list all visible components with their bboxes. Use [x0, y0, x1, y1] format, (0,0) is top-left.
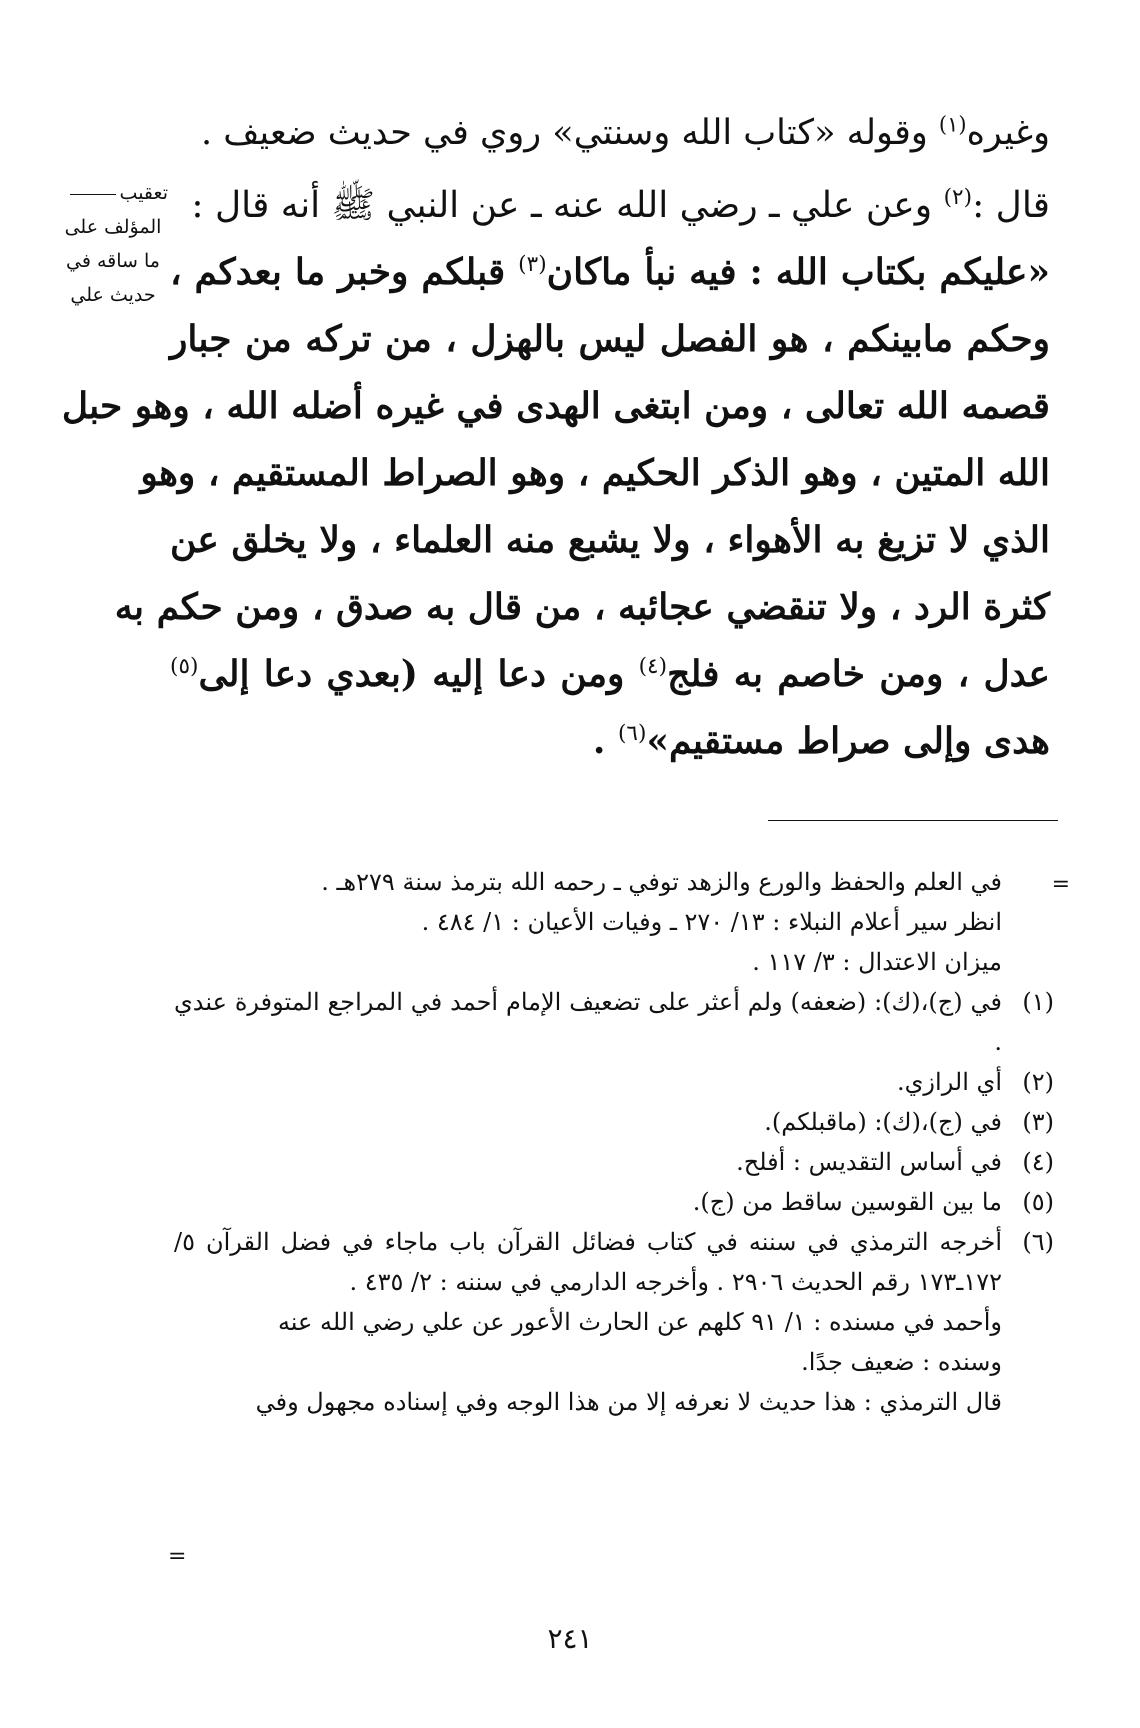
intro-rest: وقوله «كتاب الله وسنتي» روي في حديث ضعيف . [200, 113, 939, 153]
hadith-line-7: الذي لا تزيغ به الأهواء ، ولا يشبع منه العلماء ، ولا يخلق عن [170, 519, 1050, 561]
footnote-item: (٥) ما بين القوسين ساقط من (ج). [692, 1188, 1054, 1216]
intro-text: وغيره [966, 113, 1050, 153]
footnote-ref-4: (٤) [638, 654, 668, 679]
intro-line [150, 100, 1050, 166]
footnote-cont-line: في العلم والحفظ والورع والزهد توفي ـ رحمه الله بترمذ سنة ٢٧٩هـ . [321, 868, 1002, 896]
footnote-tail-line: قال الترمذي : هذا حديث لا نعرفه إلا من هذا الوجه وفي إسناده مجهول وفي [255, 1388, 1002, 1416]
footnote-ref-1: (١) [938, 112, 967, 137]
footnote-item: (٣) في (ج)،(ك): (ماقبلكم). [764, 1108, 1054, 1136]
footnote-tail-line: وسنده : ضعيف جدًا. [801, 1348, 1002, 1376]
footnote-ref-5: (٥) [170, 654, 199, 679]
footnote-item: (٤) في أساس التقديس : أفلح. [736, 1148, 1054, 1176]
hadith-line-5: قصمه الله تعالى ، ومن ابتغى الهدى في غيره أضله الله ، وهو حبل [61, 385, 1050, 427]
page-number: ٢٤١ [547, 1622, 593, 1655]
hadith-line-8: كثرة الرد ، ولا تنقضي عجائبه ، من قال به صدق ، ومن حكم به [114, 586, 1050, 628]
footnote-ref-6: (٦) [617, 721, 647, 746]
footnote-item: (٢) أي الرازي. [897, 1068, 1054, 1096]
hadith-line-3: «عليكم بكتاب الله : فيه نبأ ماكان$^{(٣)}$ قبلكم وخبر ما بعدكم ، [170, 251, 1050, 293]
margin-note-line: حديث علي [70, 284, 156, 306]
margin-rule [70, 194, 116, 195]
hadith-line-10: هدى وإلى صراط مستقيم»$^{(٦)}$ . [592, 720, 1050, 762]
footnote-ref-2: (٢) [943, 185, 973, 210]
footnotes [174, 862, 1054, 1422]
continuation-mark: = [1051, 872, 1070, 897]
margin-note [58, 176, 168, 312]
margin-note-line: ما ساقه في [66, 250, 160, 272]
footnote-item: (١) في (ج)،(ك): (ضعفه) ولم أعثر على تضعيف الإمام أحمد في المراجع المتوفرة عندي . [174, 988, 1054, 1056]
hadith-line-4: وحكم مابينكم ، هو الفصل ليس بالهزل ، من تركه من جبار [170, 318, 1050, 360]
continuation-mark-end: = [168, 1544, 187, 1569]
footnote-tail-line: وأحمد في مسنده : ١/ ٩١ كلهم عن الحارث الأعور عن علي رضي الله عنه [277, 1308, 1002, 1336]
hadith-line-9: عدل ، ومن خاصم به فلج$^{(٤)}$ ومن دعا إليه (بعدي دعا إلى$^{(٥)}$ [170, 653, 1050, 695]
footnote-separator [768, 820, 1058, 821]
footnote-item: (٦) أخرجه الترمذي في سننه في كتاب فضائل القرآن باب ماجاء في فضل القرآن ٥/ ١٧٢ـ١٧٣ رقم الحديث ٢٩٠٦ . وأخرجه الدارمي في سننه : ٢/ ٤٣٥ . [174, 1228, 1054, 1296]
footnote-ref-3: (٣) [518, 252, 547, 277]
footnote-cont-line: انظر سير أعلام النبلاء : ١٣/ ٢٧٠ ـ وفيات الأعيان : ١/ ٤٨٤ . [421, 908, 1002, 936]
margin-note-title: تعقيب [58, 176, 168, 210]
footnote-cont-line: ميزان الاعتدال : ٣/ ١١٧ . [752, 948, 1002, 976]
margin-note-line: المؤلف على [64, 216, 162, 238]
hadith-line-2: قال :$^{(٢)}$ وعن علي ـ رضي الله عنه ـ عن النبي ﷺ أنه قال : [191, 185, 1050, 226]
hadith-line-6: الله المتين ، وهو الذكر الحكيم ، وهو الصراط المستقيم ، وهو [140, 452, 1050, 494]
